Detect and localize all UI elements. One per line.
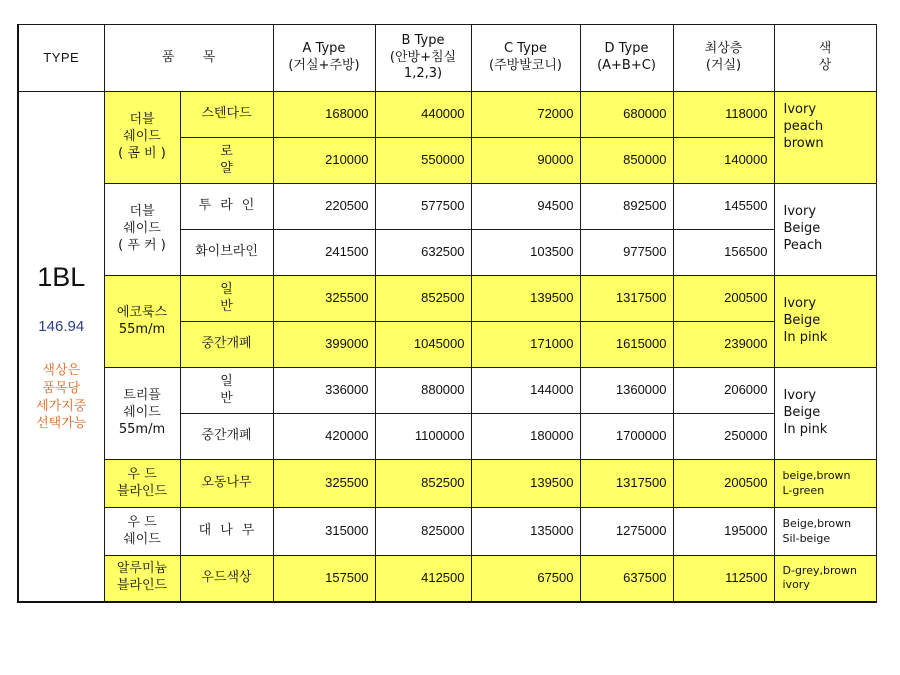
price-b: 825000: [375, 508, 471, 556]
price-b: 577500: [375, 184, 471, 230]
price-a: 399000: [273, 322, 375, 368]
price-top-floor: 200500: [673, 276, 774, 322]
price-a: 241500: [273, 230, 375, 276]
table-row: [18, 460, 876, 508]
price-a: 157500: [273, 556, 375, 602]
color-options: Ivory Beige In pink: [774, 368, 876, 460]
price-b: 1100000: [375, 414, 471, 460]
price-a: 168000: [273, 92, 375, 138]
header-d-type: D Type (A+B+C): [580, 25, 673, 92]
price-c: 72000: [471, 92, 580, 138]
price-a: 210000: [273, 138, 375, 184]
table-row: [18, 508, 876, 556]
price-top-floor: 140000: [673, 138, 774, 184]
price-d: 1317500: [580, 460, 673, 508]
price-top-floor: 118000: [673, 92, 774, 138]
price-c: 139500: [471, 460, 580, 508]
price-b: 1045000: [375, 322, 471, 368]
price-d: 1700000: [580, 414, 673, 460]
sub-item: 스텐다드: [180, 92, 273, 138]
sub-item: 화이브라인: [180, 230, 273, 276]
price-d: 1317500: [580, 276, 673, 322]
type-code: 1BL: [37, 261, 86, 292]
price-d: 850000: [580, 138, 673, 184]
color-options: D-grey,brown ivory: [774, 556, 876, 602]
price-d: 637500: [580, 556, 673, 602]
sub-item: 대나무: [180, 508, 273, 556]
category-wood-blind: 우 드 블라인드: [104, 460, 180, 508]
price-b: 412500: [375, 556, 471, 602]
price-c: 103500: [471, 230, 580, 276]
color-options: Ivory peach brown: [774, 92, 876, 184]
price-c: 171000: [471, 322, 580, 368]
category-aluminum-blind: 알루미늄 블라인드: [104, 556, 180, 602]
sub-item: 중간개폐: [180, 322, 273, 368]
price-d: 977500: [580, 230, 673, 276]
price-d: 1360000: [580, 368, 673, 414]
header-type: TYPE: [18, 25, 104, 92]
price-d: 1615000: [580, 322, 673, 368]
price-c: 67500: [471, 556, 580, 602]
category-double-shade-combi: 더블 쉐이드 ( 콤 비 ): [104, 92, 180, 184]
price-b: 852500: [375, 276, 471, 322]
color-options: Beige,brown Sil-beige: [774, 508, 876, 556]
header-row: [18, 25, 876, 92]
table-row: [18, 92, 876, 138]
header-c-type: C Type (주방발코니): [471, 25, 580, 92]
price-b: 440000: [375, 92, 471, 138]
price-d: 1275000: [580, 508, 673, 556]
price-top-floor: 239000: [673, 322, 774, 368]
header-a-type: A Type (거실+주방): [273, 25, 375, 92]
price-b: 880000: [375, 368, 471, 414]
header-item: 품 목: [104, 25, 273, 92]
type-area: 146.94: [38, 317, 85, 335]
category-triple-shade: 트리플 쉐이드 55m/m: [104, 368, 180, 460]
price-a: 336000: [273, 368, 375, 414]
type-side-cell: [18, 92, 104, 602]
sub-item: 투라인: [180, 184, 273, 230]
table-row: [18, 368, 876, 414]
price-top-floor: 206000: [673, 368, 774, 414]
header-color: 색 상: [774, 25, 876, 92]
header-b-type: B Type (안방+침실 1,2,3): [375, 25, 471, 92]
price-a: 420000: [273, 414, 375, 460]
price-c: 144000: [471, 368, 580, 414]
table-row: [18, 184, 876, 230]
price-top-floor: 145500: [673, 184, 774, 230]
sub-item: 오동나무: [180, 460, 273, 508]
price-c: 180000: [471, 414, 580, 460]
color-options: Ivory Beige Peach: [774, 184, 876, 276]
price-c: 90000: [471, 138, 580, 184]
category-double-shade-pucker: 더블 쉐이드 ( 푸 커 ): [104, 184, 180, 276]
category-ecolux: 에코룩스 55m/m: [104, 276, 180, 368]
color-options: Ivory Beige In pink: [774, 276, 876, 368]
sub-item: 우드색상: [180, 556, 273, 602]
sub-item: 로 얄: [180, 138, 273, 184]
price-top-floor: 195000: [673, 508, 774, 556]
color-options: beige,brown L-green: [774, 460, 876, 508]
price-top-floor: 250000: [673, 414, 774, 460]
price-a: 325500: [273, 276, 375, 322]
price-b: 632500: [375, 230, 471, 276]
price-a: 315000: [273, 508, 375, 556]
price-a: 325500: [273, 460, 375, 508]
category-wood-shade: 우 드 쉐이드: [104, 508, 180, 556]
price-table: [17, 24, 877, 603]
price-c: 94500: [471, 184, 580, 230]
sub-item: 일 반: [180, 276, 273, 322]
header-top-floor: 최상층 (거실): [673, 25, 774, 92]
price-top-floor: 200500: [673, 460, 774, 508]
price-d: 892500: [580, 184, 673, 230]
price-c: 135000: [471, 508, 580, 556]
table-row: [18, 556, 876, 602]
price-d: 680000: [580, 92, 673, 138]
table-row: [18, 276, 876, 322]
price-c: 139500: [471, 276, 580, 322]
sub-item: 일 반: [180, 368, 273, 414]
price-b: 852500: [375, 460, 471, 508]
price-a: 220500: [273, 184, 375, 230]
color-note: 색상은 품목당 세가지중 선택가능: [36, 363, 87, 432]
price-top-floor: 156500: [673, 230, 774, 276]
price-b: 550000: [375, 138, 471, 184]
price-top-floor: 112500: [673, 556, 774, 602]
sub-item: 중간개폐: [180, 414, 273, 460]
